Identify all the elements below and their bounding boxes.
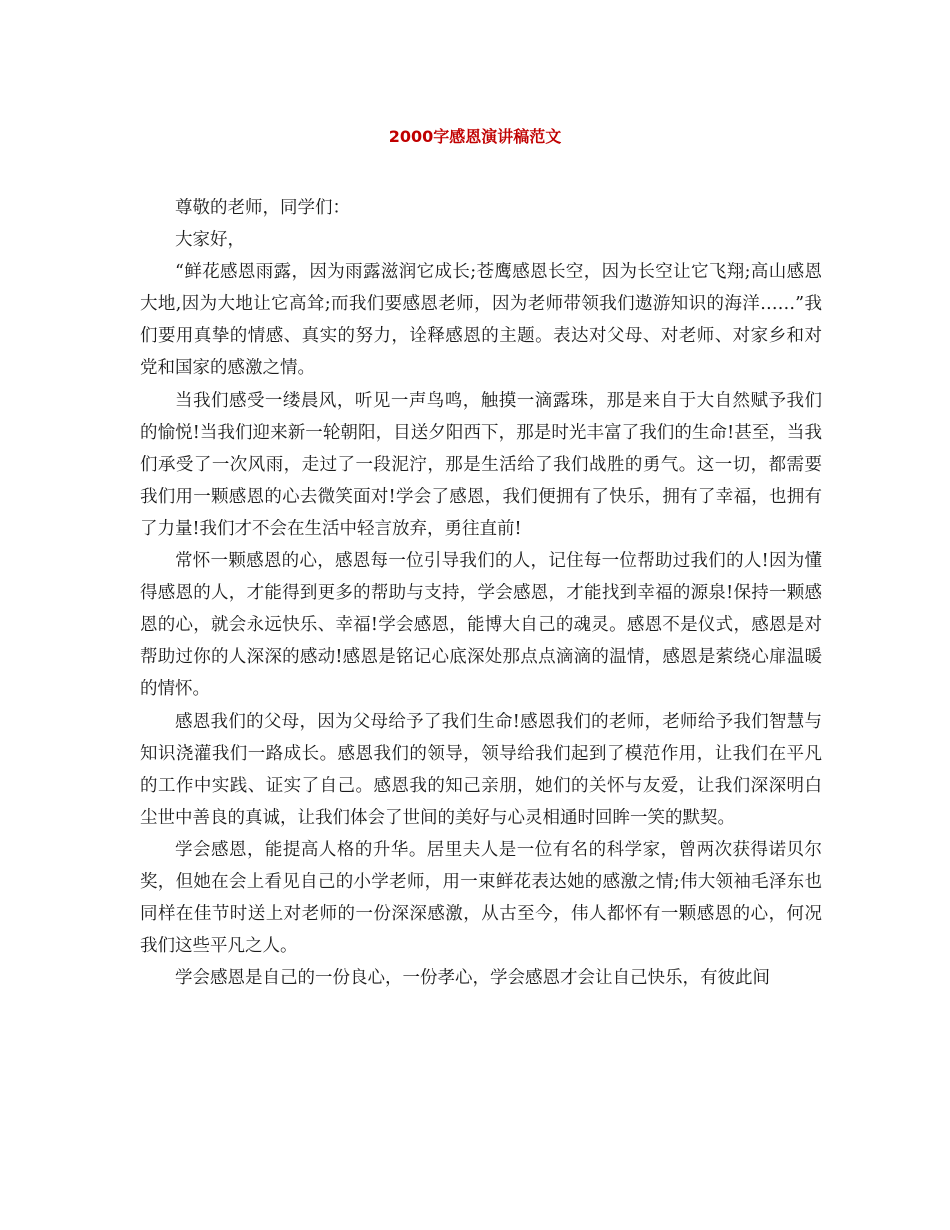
document-title: 2000字感恩演讲稿范文 bbox=[388, 127, 562, 146]
paragraph: 学会感恩，能提高人格的升华。居里夫人是一位有名的科学家，曾两次获得诺贝尔奖，但她在会上看见自己的小学老师，用一束鲜花表达她的感激之情;伟大领袖毛泽东也同样在佳节时送上对老师的一份深深感激，从古至今，伟人都怀有一颗感恩的心，何况我们这些平凡之人。 bbox=[140, 839, 822, 957]
paragraph: 感恩我们的父母，因为父母给予了我们生命!感恩我们的老师，老师给予我们智慧与知识浇灌我们一路成长。感恩我们的领导，领导给我们起到了模范作用，让我们在平凡的工作中实践、证实了自己。感恩我的知己亲朋，她们的关怀与友爱，让我们深深明白尘世中善良的真诚，让我们体会了世间的美好与心灵相通时回眸一笑的默契。 bbox=[140, 711, 822, 828]
paragraph: 当我们感受一缕晨风，听见一声鸟鸣，触摸一滴露珠，那是来自于大自然赋予我们的愉悦!当我们迎来新一轮朝阳，目送夕阳西下，那是时光丰富了我们的生命!甚至，当我们承受了一次风雨，走过了一段泥泞，那是生活给了我们战胜的勇气。这一切，都需要我们用一颗感恩的心去微笑面对!学会了感恩，我们便拥有了快乐，拥有了幸福，也拥有了力量!我们才不会在生活中轻言放弃，勇往直前! bbox=[140, 390, 822, 539]
paragraph: 常怀一颗感恩的心，感恩每一位引导我们的人，记住每一位帮助过我们的人!因为懂得感恩的人，才能得到更多的帮助与支持，学会感恩，才能找到幸福的源泉!保持一颗感恩的心，就会永远快乐、幸福!学会感恩，能博大自己的魂灵。感恩不是仪式，感恩是对帮助过你的人深深的感动!感恩是铭记心底深处那点点滴滴的温情，感恩是萦绕心扉温暖的情怀。 bbox=[140, 551, 822, 700]
paragraph: “鲜花感恩雨露，因为雨露滋润它成长;苍鹰感恩长空，因为长空让它飞翔;高山感恩大地,因为大地让它高耸;而我们要感恩老师，因为老师带领我们遨游知识的海洋……”我们要用真挚的情感、真实的努力，诠释感恩的主题。表达对父母、对老师、对家乡和对党和国家的感激之情。 bbox=[140, 262, 822, 379]
paragraph-greeting: 大家好， bbox=[175, 230, 245, 251]
paragraph-salutation: 尊敬的老师，同学们： bbox=[175, 198, 350, 218]
paragraph: 学会感恩是自己的一份良心，一份孝心，学会感恩才会让自己快乐，有彼此间 bbox=[175, 968, 770, 989]
document-body bbox=[140, 192, 822, 994]
